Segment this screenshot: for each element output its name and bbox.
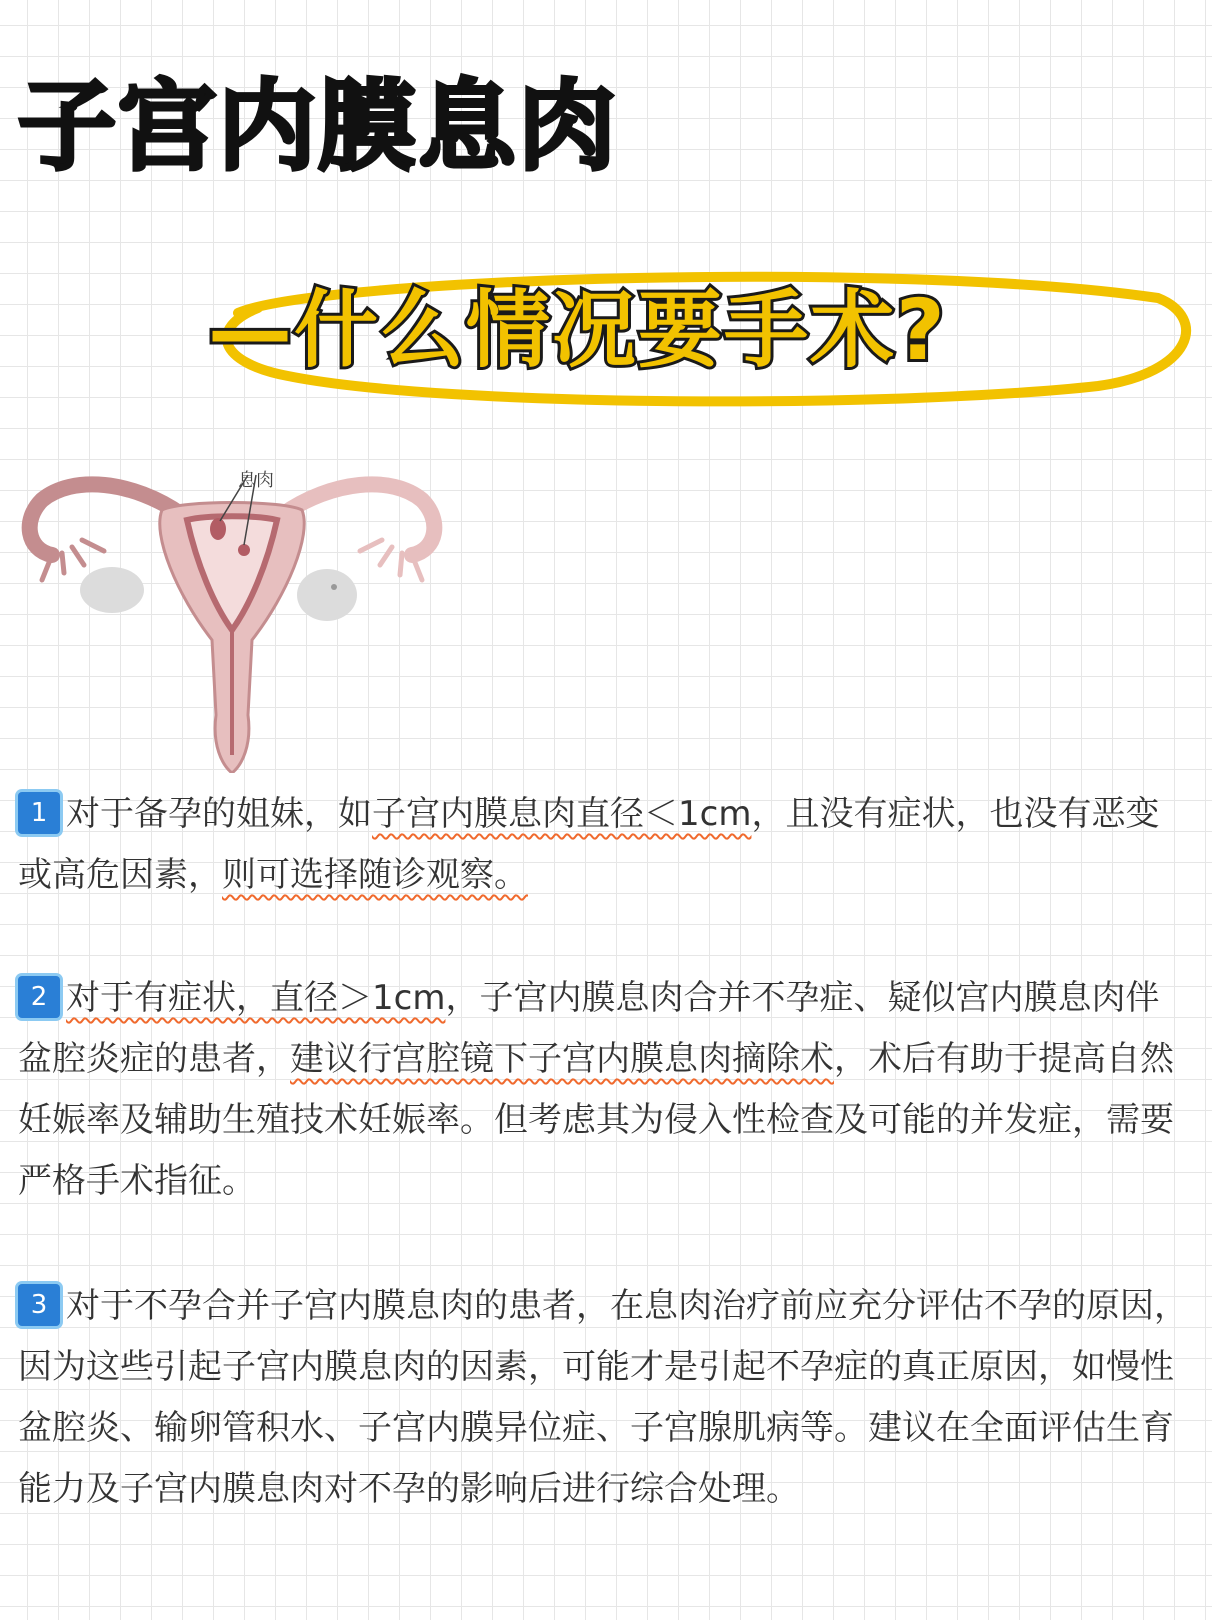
uterus-illustration [12, 455, 452, 773]
underlined-text: 则可选择随诊观察。 [222, 855, 528, 895]
subtitle: —什么情况要手术? [208, 281, 947, 379]
underlined-text: 子宫内膜息肉直径＜1cm [372, 794, 752, 834]
left-ovary [80, 567, 144, 613]
subtitle-banner [198, 258, 1198, 418]
underlined-text: 对于有症状，直径＞1cm [66, 978, 446, 1018]
underlined-text: 建议行宫腔镜下子宫内膜息肉摘除术 [290, 1039, 834, 1079]
item-number-badge: 1 [18, 792, 60, 834]
polyp-label: 息肉 [238, 470, 274, 491]
right-ovary [297, 569, 357, 621]
polyp-1 [210, 518, 226, 540]
item-text: 对于不孕合并子宫内膜息肉的患者，在息肉治疗前应充分评估不孕的原因，因为这些引起子宫内膜息肉的因素，可能才是引起不孕症的真正原因，如慢性盆腔炎、输卵管积水、子宫内膜异位症、子宫腺肌病等。建议在全面评估生育能力及子宫内膜息肉对不孕的影响后进行综合处理。 [18, 1286, 1188, 1509]
list-item [18, 1276, 1188, 1520]
page-title: 子宫内膜息肉 [18, 70, 619, 184]
item-text: 对于备孕的姐妹，如 [66, 794, 372, 834]
list-item [18, 968, 1188, 1212]
item-number-badge: 3 [18, 1284, 60, 1326]
list-item [18, 784, 1188, 906]
polyp-2 [238, 544, 250, 556]
item-number-badge: 2 [18, 976, 60, 1018]
item-text: ，且没有症状，也没有恶变或高危因素， [18, 794, 1160, 895]
item-text: ，术后有助于提高自然妊娠率及辅助生殖技术妊娠率。但考虑其为侵入性检查及可能的并发症，需要严格手术指征。 [18, 1039, 1174, 1201]
item-text: ，子宫内膜息肉合并不孕症、疑似宫内膜息肉伴盆腔炎症的患者， [18, 978, 1160, 1079]
